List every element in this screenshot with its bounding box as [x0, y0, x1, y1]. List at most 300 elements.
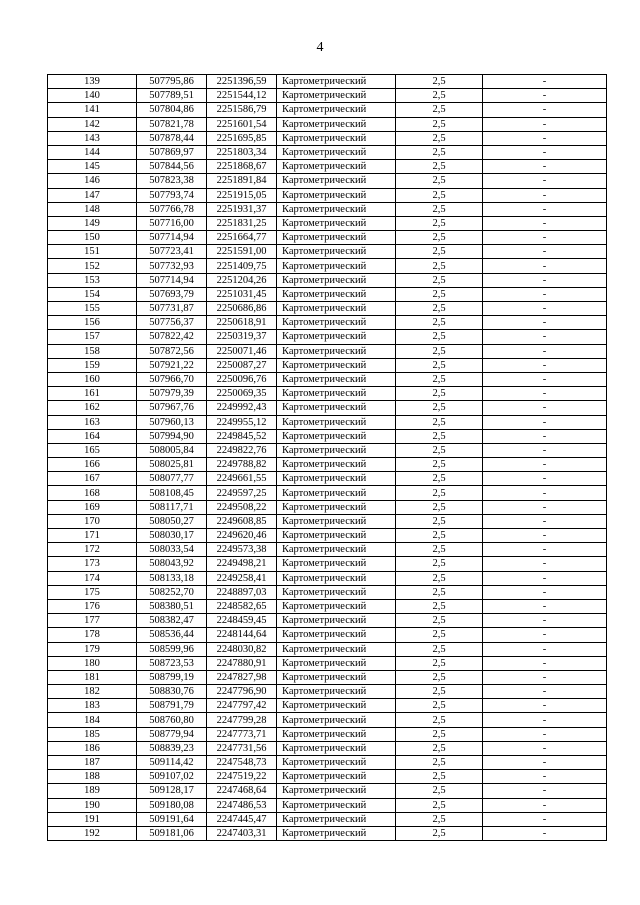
coordinate-y-cell: 2250319,37 [207, 330, 277, 344]
coordinate-y-cell: 2251803,34 [207, 145, 277, 159]
coordinate-x-cell: 508382,47 [137, 614, 207, 628]
method-cell: Картометрический [277, 514, 396, 528]
precision-cell: 2,5 [396, 529, 483, 543]
method-cell: Картометрический [277, 685, 396, 699]
coordinate-y-cell: 2251915,05 [207, 188, 277, 202]
point-number-cell: 142 [48, 117, 137, 131]
description-cell: - [483, 543, 607, 557]
method-cell: Картометрический [277, 75, 396, 89]
coordinate-x-cell: 508043,92 [137, 557, 207, 571]
point-number-cell: 168 [48, 486, 137, 500]
table-row [48, 330, 607, 344]
coordinate-x-cell: 507994,90 [137, 429, 207, 443]
description-cell: - [483, 401, 607, 415]
table-row [48, 429, 607, 443]
coordinate-x-cell: 509107,02 [137, 770, 207, 784]
description-cell: - [483, 344, 607, 358]
coordinate-y-cell: 2248144,64 [207, 628, 277, 642]
method-cell: Картометрический [277, 529, 396, 543]
point-number-cell: 149 [48, 216, 137, 230]
point-number-cell: 157 [48, 330, 137, 344]
point-number-cell: 178 [48, 628, 137, 642]
method-cell: Картометрический [277, 628, 396, 642]
coordinate-y-cell: 2247880,91 [207, 656, 277, 670]
description-cell: - [483, 372, 607, 386]
precision-cell: 2,5 [396, 514, 483, 528]
method-cell: Картометрический [277, 174, 396, 188]
coordinate-x-cell: 507822,42 [137, 330, 207, 344]
description-cell: - [483, 741, 607, 755]
description-cell: - [483, 259, 607, 273]
point-number-cell: 155 [48, 302, 137, 316]
point-number-cell: 163 [48, 415, 137, 429]
precision-cell: 2,5 [396, 401, 483, 415]
description-cell: - [483, 770, 607, 784]
precision-cell: 2,5 [396, 614, 483, 628]
coordinate-x-cell: 507966,70 [137, 372, 207, 386]
point-number-cell: 175 [48, 585, 137, 599]
method-cell: Картометрический [277, 302, 396, 316]
coordinate-x-cell: 509180,08 [137, 798, 207, 812]
coordinate-y-cell: 2247773,71 [207, 727, 277, 741]
point-number-cell: 145 [48, 160, 137, 174]
coordinate-y-cell: 2249661,55 [207, 472, 277, 486]
point-number-cell: 171 [48, 529, 137, 543]
method-cell: Картометрический [277, 557, 396, 571]
method-cell: Картометрический [277, 642, 396, 656]
point-number-cell: 191 [48, 812, 137, 826]
method-cell: Картометрический [277, 543, 396, 557]
coordinate-x-cell: 507921,22 [137, 358, 207, 372]
table-row [48, 614, 607, 628]
description-cell: - [483, 429, 607, 443]
precision-cell: 2,5 [396, 642, 483, 656]
point-number-cell: 179 [48, 642, 137, 656]
method-cell: Картометрический [277, 500, 396, 514]
method-cell: Картометрический [277, 727, 396, 741]
precision-cell: 2,5 [396, 685, 483, 699]
coordinate-y-cell: 2251664,77 [207, 231, 277, 245]
point-number-cell: 187 [48, 756, 137, 770]
coordinate-x-cell: 507804,86 [137, 103, 207, 117]
precision-cell: 2,5 [396, 202, 483, 216]
description-cell: - [483, 188, 607, 202]
table-row [48, 259, 607, 273]
point-number-cell: 182 [48, 685, 137, 699]
table-row [48, 628, 607, 642]
coordinate-y-cell: 2251695,85 [207, 131, 277, 145]
method-cell: Картометрический [277, 231, 396, 245]
point-number-cell: 170 [48, 514, 137, 528]
point-number-cell: 162 [48, 401, 137, 415]
precision-cell: 2,5 [396, 486, 483, 500]
coordinate-x-cell: 507789,51 [137, 89, 207, 103]
table-row [48, 131, 607, 145]
point-number-cell: 152 [48, 259, 137, 273]
description-cell: - [483, 231, 607, 245]
coordinate-x-cell: 509114,42 [137, 756, 207, 770]
method-cell: Картометрический [277, 131, 396, 145]
point-number-cell: 153 [48, 273, 137, 287]
coordinate-y-cell: 2249573,38 [207, 543, 277, 557]
table-row [48, 387, 607, 401]
precision-cell: 2,5 [396, 741, 483, 755]
description-cell: - [483, 443, 607, 457]
point-number-cell: 159 [48, 358, 137, 372]
point-number-cell: 154 [48, 287, 137, 301]
point-number-cell: 141 [48, 103, 137, 117]
method-cell: Картометрический [277, 401, 396, 415]
precision-cell: 2,5 [396, 500, 483, 514]
method-cell: Картометрический [277, 202, 396, 216]
coordinate-x-cell: 508779,94 [137, 727, 207, 741]
coordinate-x-cell: 507732,93 [137, 259, 207, 273]
coordinate-y-cell: 2250686,86 [207, 302, 277, 316]
coordinate-x-cell: 508791,79 [137, 699, 207, 713]
precision-cell: 2,5 [396, 344, 483, 358]
coordinate-x-cell: 508760,80 [137, 713, 207, 727]
table-row [48, 741, 607, 755]
coordinate-x-cell: 508005,84 [137, 443, 207, 457]
point-number-cell: 164 [48, 429, 137, 443]
method-cell: Картометрический [277, 784, 396, 798]
description-cell: - [483, 713, 607, 727]
table-row [48, 174, 607, 188]
coordinate-y-cell: 2251396,59 [207, 75, 277, 89]
table-row [48, 245, 607, 259]
precision-cell: 2,5 [396, 770, 483, 784]
description-cell: - [483, 287, 607, 301]
table-row [48, 458, 607, 472]
point-number-cell: 186 [48, 741, 137, 755]
coordinate-x-cell: 507716,00 [137, 216, 207, 230]
coordinate-y-cell: 2249845,52 [207, 429, 277, 443]
table-row [48, 642, 607, 656]
table-row [48, 798, 607, 812]
method-cell: Картометрический [277, 216, 396, 230]
precision-cell: 2,5 [396, 174, 483, 188]
precision-cell: 2,5 [396, 131, 483, 145]
coordinate-y-cell: 2249258,41 [207, 571, 277, 585]
coordinate-x-cell: 508050,27 [137, 514, 207, 528]
description-cell: - [483, 571, 607, 585]
precision-cell: 2,5 [396, 372, 483, 386]
coordinate-x-cell: 507869,97 [137, 145, 207, 159]
description-cell: - [483, 472, 607, 486]
method-cell: Картометрический [277, 287, 396, 301]
point-number-cell: 185 [48, 727, 137, 741]
table-row [48, 486, 607, 500]
description-cell: - [483, 358, 607, 372]
precision-cell: 2,5 [396, 117, 483, 131]
description-cell: - [483, 117, 607, 131]
coordinate-y-cell: 2249597,25 [207, 486, 277, 500]
description-cell: - [483, 145, 607, 159]
table-row [48, 358, 607, 372]
precision-cell: 2,5 [396, 571, 483, 585]
precision-cell: 2,5 [396, 656, 483, 670]
precision-cell: 2,5 [396, 145, 483, 159]
precision-cell: 2,5 [396, 188, 483, 202]
table-row [48, 784, 607, 798]
description-cell: - [483, 75, 607, 89]
coordinate-y-cell: 2249608,85 [207, 514, 277, 528]
coordinate-x-cell: 507872,56 [137, 344, 207, 358]
coordinate-y-cell: 2250071,46 [207, 344, 277, 358]
coordinate-y-cell: 2247519,22 [207, 770, 277, 784]
method-cell: Картометрический [277, 344, 396, 358]
method-cell: Картометрический [277, 330, 396, 344]
coordinate-y-cell: 2247796,90 [207, 685, 277, 699]
method-cell: Картометрический [277, 770, 396, 784]
table-row [48, 287, 607, 301]
point-number-cell: 150 [48, 231, 137, 245]
coordinate-x-cell: 507714,94 [137, 231, 207, 245]
precision-cell: 2,5 [396, 316, 483, 330]
table-row [48, 699, 607, 713]
precision-cell: 2,5 [396, 798, 483, 812]
coordinate-y-cell: 2251831,25 [207, 216, 277, 230]
description-cell: - [483, 656, 607, 670]
coordinate-x-cell: 508033,54 [137, 543, 207, 557]
point-number-cell: 169 [48, 500, 137, 514]
precision-cell: 2,5 [396, 415, 483, 429]
precision-cell: 2,5 [396, 826, 483, 840]
coordinate-y-cell: 2249508,22 [207, 500, 277, 514]
coordinate-x-cell: 508839,23 [137, 741, 207, 755]
table-row [48, 344, 607, 358]
precision-cell: 2,5 [396, 443, 483, 457]
method-cell: Картометрический [277, 245, 396, 259]
coordinate-y-cell: 2248582,65 [207, 599, 277, 613]
coordinate-x-cell: 507823,38 [137, 174, 207, 188]
table-row [48, 514, 607, 528]
method-cell: Картометрический [277, 429, 396, 443]
method-cell: Картометрический [277, 145, 396, 159]
point-number-cell: 181 [48, 670, 137, 684]
precision-cell: 2,5 [396, 557, 483, 571]
table-row [48, 585, 607, 599]
point-number-cell: 192 [48, 826, 137, 840]
table-row [48, 216, 607, 230]
table-row [48, 557, 607, 571]
coordinate-y-cell: 2249955,12 [207, 415, 277, 429]
coordinate-x-cell: 507967,76 [137, 401, 207, 415]
description-cell: - [483, 216, 607, 230]
precision-cell: 2,5 [396, 387, 483, 401]
coordinate-y-cell: 2247468,64 [207, 784, 277, 798]
point-number-cell: 184 [48, 713, 137, 727]
precision-cell: 2,5 [396, 330, 483, 344]
description-cell: - [483, 784, 607, 798]
description-cell: - [483, 798, 607, 812]
precision-cell: 2,5 [396, 103, 483, 117]
table-row [48, 401, 607, 415]
precision-cell: 2,5 [396, 543, 483, 557]
coordinate-y-cell: 2248459,45 [207, 614, 277, 628]
coordinate-x-cell: 507793,74 [137, 188, 207, 202]
table-row [48, 826, 607, 840]
description-cell: - [483, 302, 607, 316]
coordinate-x-cell: 508133,18 [137, 571, 207, 585]
coordinate-x-cell: 508117,71 [137, 500, 207, 514]
precision-cell: 2,5 [396, 216, 483, 230]
point-number-cell: 172 [48, 543, 137, 557]
coordinate-x-cell: 508799,19 [137, 670, 207, 684]
table-row [48, 543, 607, 557]
precision-cell: 2,5 [396, 231, 483, 245]
coordinate-y-cell: 2247799,28 [207, 713, 277, 727]
coordinate-x-cell: 507795,86 [137, 75, 207, 89]
table-row [48, 103, 607, 117]
coordinate-y-cell: 2251591,00 [207, 245, 277, 259]
table-row [48, 117, 607, 131]
method-cell: Картометрический [277, 372, 396, 386]
coordinate-x-cell: 507766,78 [137, 202, 207, 216]
method-cell: Картометрический [277, 103, 396, 117]
table-row [48, 160, 607, 174]
point-number-cell: 183 [48, 699, 137, 713]
precision-cell: 2,5 [396, 670, 483, 684]
method-cell: Картометрический [277, 585, 396, 599]
description-cell: - [483, 826, 607, 840]
point-number-cell: 166 [48, 458, 137, 472]
precision-cell: 2,5 [396, 302, 483, 316]
point-number-cell: 161 [48, 387, 137, 401]
description-cell: - [483, 500, 607, 514]
point-number-cell: 147 [48, 188, 137, 202]
point-number-cell: 140 [48, 89, 137, 103]
description-cell: - [483, 628, 607, 642]
point-number-cell: 188 [48, 770, 137, 784]
method-cell: Картометрический [277, 316, 396, 330]
coordinate-y-cell: 2250618,91 [207, 316, 277, 330]
coordinate-y-cell: 2249822,76 [207, 443, 277, 457]
precision-cell: 2,5 [396, 358, 483, 372]
precision-cell: 2,5 [396, 599, 483, 613]
method-cell: Картометрический [277, 670, 396, 684]
table-row [48, 202, 607, 216]
point-number-cell: 190 [48, 798, 137, 812]
description-cell: - [483, 557, 607, 571]
method-cell: Картометрический [277, 713, 396, 727]
table-row [48, 656, 607, 670]
coordinate-x-cell: 508536,44 [137, 628, 207, 642]
method-cell: Картометрический [277, 387, 396, 401]
coordinate-x-cell: 507821,78 [137, 117, 207, 131]
precision-cell: 2,5 [396, 784, 483, 798]
table-row [48, 529, 607, 543]
description-cell: - [483, 685, 607, 699]
point-number-cell: 173 [48, 557, 137, 571]
point-number-cell: 165 [48, 443, 137, 457]
description-cell: - [483, 387, 607, 401]
point-number-cell: 151 [48, 245, 137, 259]
description-cell: - [483, 599, 607, 613]
coordinate-x-cell: 508723,53 [137, 656, 207, 670]
coordinate-y-cell: 2249620,46 [207, 529, 277, 543]
table-row [48, 685, 607, 699]
coordinate-y-cell: 2250096,76 [207, 372, 277, 386]
table-row [48, 500, 607, 514]
coordinate-x-cell: 508108,45 [137, 486, 207, 500]
coordinate-x-cell: 508252,70 [137, 585, 207, 599]
coordinate-y-cell: 2251204,26 [207, 273, 277, 287]
description-cell: - [483, 245, 607, 259]
method-cell: Картометрический [277, 415, 396, 429]
coordinate-y-cell: 2247486,53 [207, 798, 277, 812]
table-row [48, 472, 607, 486]
coordinate-x-cell: 508380,51 [137, 599, 207, 613]
table-row [48, 302, 607, 316]
coordinate-x-cell: 508030,17 [137, 529, 207, 543]
method-cell: Картометрический [277, 89, 396, 103]
coordinate-y-cell: 2250069,35 [207, 387, 277, 401]
table-row [48, 571, 607, 585]
coordinate-x-cell: 507960,13 [137, 415, 207, 429]
method-cell: Картометрический [277, 443, 396, 457]
method-cell: Картометрический [277, 798, 396, 812]
description-cell: - [483, 160, 607, 174]
coordinate-x-cell: 507731,87 [137, 302, 207, 316]
coordinate-x-cell: 507756,37 [137, 316, 207, 330]
coordinate-y-cell: 2249498,21 [207, 557, 277, 571]
table-row [48, 770, 607, 784]
method-cell: Картометрический [277, 741, 396, 755]
coordinate-y-cell: 2248897,03 [207, 585, 277, 599]
description-cell: - [483, 273, 607, 287]
coordinate-x-cell: 508077,77 [137, 472, 207, 486]
description-cell: - [483, 670, 607, 684]
coordinate-y-cell: 2247731,56 [207, 741, 277, 755]
table-row [48, 415, 607, 429]
description-cell: - [483, 316, 607, 330]
description-cell: - [483, 103, 607, 117]
coordinate-y-cell: 2249788,82 [207, 458, 277, 472]
table-row [48, 670, 607, 684]
precision-cell: 2,5 [396, 75, 483, 89]
coordinate-x-cell: 509181,06 [137, 826, 207, 840]
coordinate-y-cell: 2247797,42 [207, 699, 277, 713]
coordinate-y-cell: 2251601,54 [207, 117, 277, 131]
table-row [48, 188, 607, 202]
table-row [48, 145, 607, 159]
description-cell: - [483, 514, 607, 528]
method-cell: Картометрический [277, 599, 396, 613]
coordinates-table [47, 74, 607, 841]
point-number-cell: 176 [48, 599, 137, 613]
method-cell: Картометрический [277, 614, 396, 628]
coordinate-y-cell: 2247403,31 [207, 826, 277, 840]
precision-cell: 2,5 [396, 245, 483, 259]
coordinate-y-cell: 2247827,98 [207, 670, 277, 684]
coordinate-y-cell: 2251891,84 [207, 174, 277, 188]
point-number-cell: 156 [48, 316, 137, 330]
point-number-cell: 139 [48, 75, 137, 89]
description-cell: - [483, 699, 607, 713]
table-row [48, 75, 607, 89]
coordinate-x-cell: 509128,17 [137, 784, 207, 798]
point-number-cell: 180 [48, 656, 137, 670]
method-cell: Картометрический [277, 117, 396, 131]
precision-cell: 2,5 [396, 160, 483, 174]
table-row [48, 443, 607, 457]
description-cell: - [483, 614, 607, 628]
coordinate-x-cell: 508830,76 [137, 685, 207, 699]
coordinate-x-cell: 507844,56 [137, 160, 207, 174]
precision-cell: 2,5 [396, 287, 483, 301]
precision-cell: 2,5 [396, 458, 483, 472]
